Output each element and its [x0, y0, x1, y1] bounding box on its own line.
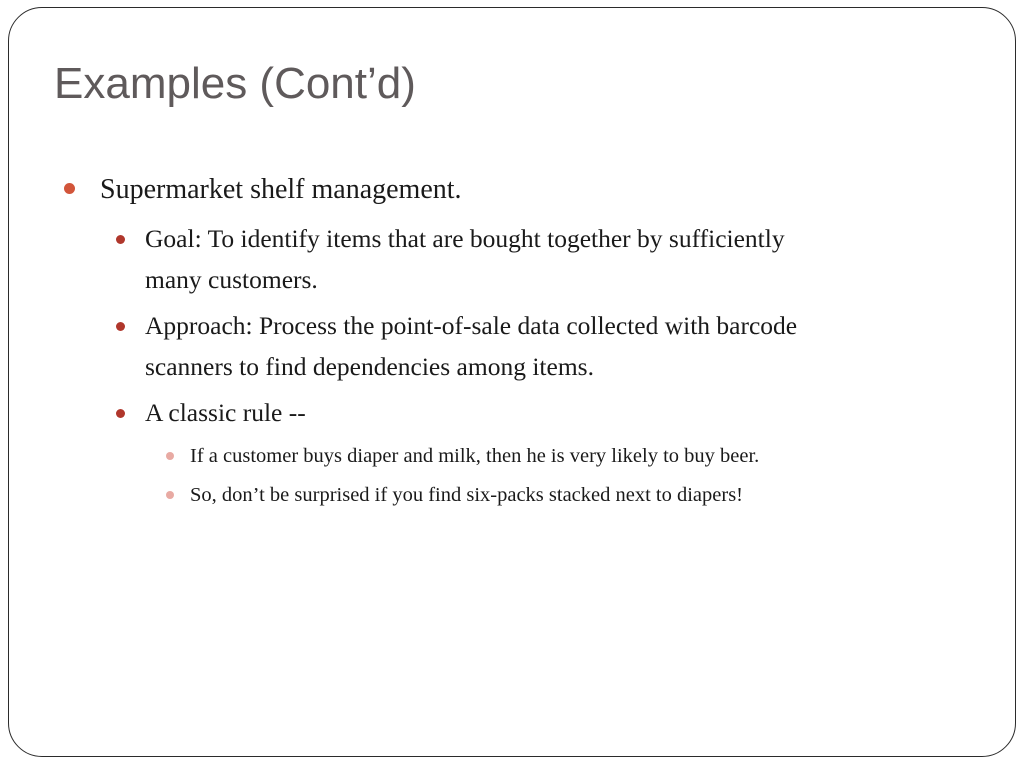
bullet-item-level2: [145, 392, 306, 433]
bullet-text: So, don’t be surprised if you find six-packs stacked next to diapers!: [190, 484, 744, 506]
bullet-level1-icon: [64, 183, 75, 194]
bullet-text: A classic rule --: [145, 398, 306, 427]
bullet-item-level1: [100, 173, 462, 207]
bullet-level3-icon: [166, 452, 174, 460]
bullet-item-level3: [190, 442, 759, 470]
bullet-item-level2: [145, 305, 797, 387]
bullet-text-line: Goal: To identify items that are bought together by sufficiently: [145, 224, 785, 253]
bullet-text-line: many customers.: [145, 265, 318, 294]
bullet-item-level3: [190, 481, 743, 509]
bullet-text: Supermarket shelf management.: [100, 174, 462, 205]
bullet-level3-icon: [166, 491, 174, 499]
bullet-level2-icon: [116, 409, 125, 418]
bullet-text: If a customer buys diaper and milk, then he is very likely to buy beer.: [190, 445, 760, 467]
bullet-item-level2: [145, 218, 785, 300]
bullet-text-line: Approach: Process the point-of-sale data collected with barcode: [145, 311, 798, 340]
slide-title: Examples (Cont’d): [54, 59, 416, 108]
bullet-level2-icon: [116, 322, 125, 331]
bullet-level2-icon: [116, 235, 125, 244]
bullet-text-line: scanners to find dependencies among items.: [145, 352, 594, 381]
